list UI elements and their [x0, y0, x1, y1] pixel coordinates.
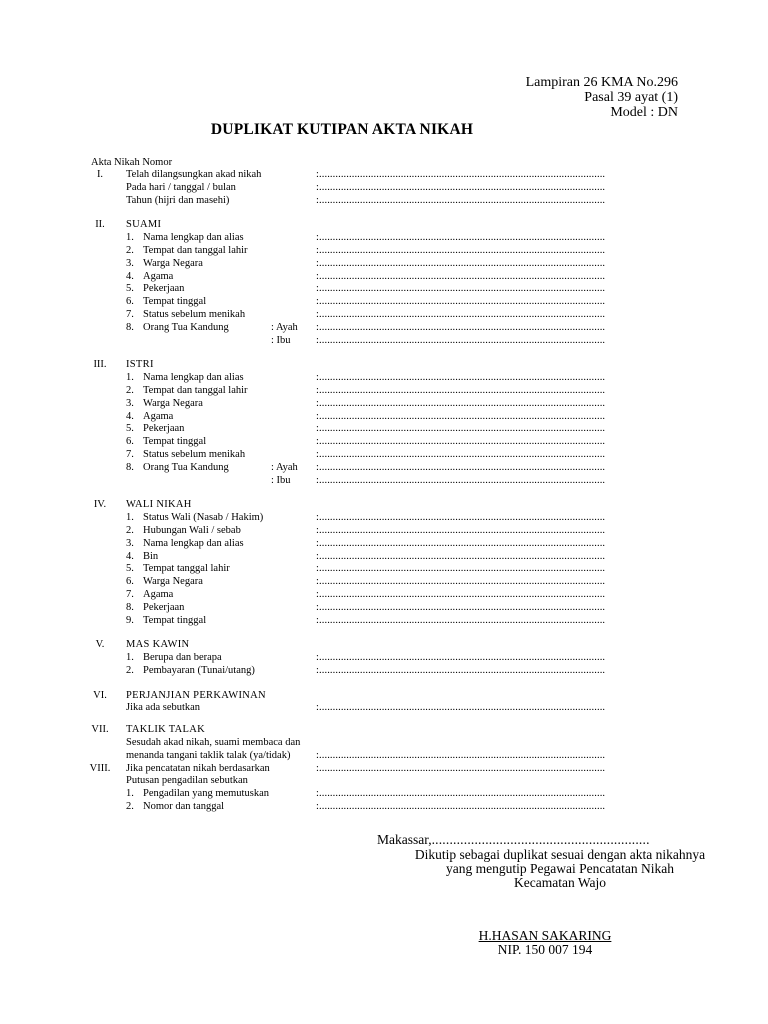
section-3-ibu-row	[0, 475, 768, 488]
list-item	[0, 449, 768, 462]
fill-line: :.........................................................................................................	[316, 563, 606, 575]
item-number: 2.	[126, 664, 134, 676]
list-item	[0, 602, 768, 615]
row-label: Jika pencatatan nikah berdasarkan	[126, 762, 270, 774]
item-number: 3.	[126, 537, 134, 549]
fill-line: :.........................................................................................................	[316, 788, 606, 800]
list-item	[0, 322, 768, 335]
list-item	[0, 665, 768, 678]
item-label: Pengadilan yang memutuskan	[143, 788, 269, 800]
item-label: Orang Tua Kandung	[143, 321, 229, 333]
section-1-row-3	[0, 195, 768, 208]
ibu-label: : Ibu	[271, 334, 291, 346]
fill-line: :.........................................................................................................	[316, 321, 606, 333]
fill-line: :.........................................................................................................	[316, 181, 606, 193]
item-label: Tempat tinggal	[143, 296, 207, 308]
section-1-row-1	[0, 169, 768, 182]
item-number: 1.	[126, 788, 134, 800]
item-number: 2.	[126, 384, 134, 396]
item-number: 1.	[126, 372, 134, 384]
item-label: Status sebelum menikah	[143, 308, 246, 320]
fill-line: :.........................................................................................................	[316, 537, 606, 549]
list-item	[0, 788, 768, 801]
item-number: 8.	[126, 321, 134, 333]
fill-line: :.........................................................................................................	[316, 588, 606, 600]
fill-line: :.........................................................................................................	[316, 244, 606, 256]
row-label: Tahun (hijri dan masehi)	[126, 194, 230, 206]
row-label: Telah dilangsungkan akad nikah	[126, 169, 262, 180]
list-item	[0, 576, 768, 589]
list-item	[0, 512, 768, 525]
item-number: 5.	[126, 283, 134, 295]
item-label: Bin	[143, 550, 159, 562]
footer-line-1: Dikutip sebagai duplikat sesuai dengan akta nikahnya	[414, 847, 706, 862]
list-item	[0, 309, 768, 322]
fill-line: :.........................................................................................................	[316, 762, 606, 774]
header-line-model: Model : DN	[610, 105, 678, 120]
list-item	[0, 589, 768, 602]
section-title: PERJANJIAN PERKAWINAN	[126, 689, 266, 701]
item-label: Tempat tinggal	[143, 436, 207, 448]
list-item	[0, 538, 768, 551]
list-item	[0, 245, 768, 258]
section-number: II.	[95, 219, 105, 231]
item-label: Tempat dan tanggal lahir	[143, 244, 248, 256]
place-date-line	[377, 832, 650, 848]
item-number: 2.	[126, 801, 134, 813]
section-title: SUAMI	[126, 219, 162, 231]
item-label: Pekerjaan	[143, 601, 185, 613]
item-number: 4.	[126, 410, 134, 422]
fill-line: :.........................................................................................................	[316, 601, 606, 613]
list-item	[0, 652, 768, 665]
list-item	[0, 385, 768, 398]
item-number: 3.	[126, 397, 134, 409]
fill-line: :.........................................................................................................	[316, 474, 606, 486]
fill-line: :.........................................................................................................	[316, 372, 606, 384]
item-number: 2.	[126, 244, 134, 256]
item-label: Tempat dan tanggal lahir	[143, 384, 248, 396]
row-label: menanda tangani taklik talak (ya/tidak)	[126, 749, 291, 761]
item-label: Berupa dan berapa	[143, 652, 222, 664]
list-item	[0, 232, 768, 245]
list-item	[0, 563, 768, 576]
item-number: 3.	[126, 257, 134, 269]
fill-line: :.........................................................................................................	[316, 664, 606, 676]
fill-line: :.........................................................................................................	[316, 257, 606, 269]
fill-line: :.........................................................................................................	[316, 550, 606, 562]
fill-line: :.........................................................................................................	[316, 270, 606, 282]
item-number: 8.	[126, 601, 134, 613]
item-number: 1.	[126, 512, 134, 524]
section-5-title-row	[0, 639, 768, 652]
item-label: Nomor dan tanggal	[143, 801, 225, 813]
list-item	[0, 525, 768, 538]
list-item	[0, 801, 768, 814]
akta-nikah-nomor-label: Akta Nikah Nomor	[91, 157, 173, 168]
item-label: Nama lengkap dan alias	[143, 537, 244, 549]
fill-line: :.........................................................................................................	[316, 334, 606, 346]
section-1-row-2	[0, 182, 768, 195]
section-8-row-1	[0, 763, 768, 776]
place-label: Makassar,	[377, 832, 432, 847]
item-label: Orang Tua Kandung	[143, 461, 229, 473]
section-number: IV.	[93, 499, 107, 511]
item-number: 1.	[126, 232, 134, 244]
section-2-ibu-row	[0, 335, 768, 348]
item-label: Agama	[143, 410, 174, 422]
fill-line: :.........................................................................................................	[316, 410, 606, 422]
item-label: Warga Negara	[143, 397, 203, 409]
list-item	[0, 423, 768, 436]
signer-nip: NIP. 150 007 194	[497, 942, 593, 957]
section-2-title-row	[0, 219, 768, 232]
list-item	[0, 271, 768, 284]
section-3-title-row	[0, 359, 768, 372]
section-6-title-row	[0, 690, 768, 703]
fill-line: :.........................................................................................................	[316, 436, 606, 448]
fill-line: :.........................................................................................................	[316, 749, 606, 761]
section-number: III.	[93, 359, 107, 371]
item-number: 6.	[126, 296, 134, 308]
fill-line: :.........................................................................................................	[316, 308, 606, 320]
fill-line: :.........................................................................................................	[316, 512, 606, 524]
item-number: 6.	[126, 436, 134, 448]
row-label: Sesudah akad nikah, suami membaca dan	[126, 737, 301, 749]
fill-line: :.........................................................................................................	[316, 652, 606, 664]
signer-name: H.HASAN SAKARING	[478, 928, 612, 943]
document-title: DUPLIKAT KUTIPAN AKTA NIKAH	[210, 121, 474, 138]
list-item	[0, 258, 768, 271]
item-label: Tempat tinggal	[143, 614, 207, 626]
fill-line: :.........................................................................................................	[316, 194, 606, 206]
item-label: Status sebelum menikah	[143, 448, 246, 460]
fill-line: :.........................................................................................................	[316, 169, 606, 180]
fill-line: :.........................................................................................................	[316, 524, 606, 536]
section-number: V.	[95, 639, 105, 651]
section-number: VII.	[91, 724, 109, 736]
item-label: Hubungan Wali / sebab	[143, 524, 241, 536]
item-number: 4.	[126, 270, 134, 282]
fill-line: :.........................................................................................................	[316, 801, 606, 813]
list-item	[0, 462, 768, 475]
item-number: 8.	[126, 461, 134, 473]
item-number: 7.	[126, 308, 134, 320]
item-label: Pekerjaan	[143, 283, 185, 295]
section-number: VIII.	[89, 762, 111, 774]
date-fill-line: .............................................................	[431, 832, 650, 847]
section-title: MAS KAWIN	[126, 639, 190, 651]
list-item	[0, 615, 768, 628]
item-number: 2.	[126, 524, 134, 536]
item-number: 4.	[126, 550, 134, 562]
ibu-label: : Ibu	[271, 474, 291, 486]
section-6-row	[0, 702, 768, 715]
ayah-label: : Ayah	[271, 461, 298, 473]
list-item	[0, 411, 768, 424]
fill-line: :.........................................................................................................	[316, 283, 606, 295]
item-label: Agama	[143, 588, 174, 600]
section-7-title-row	[0, 724, 768, 737]
fill-line: :.........................................................................................................	[316, 384, 606, 396]
list-item	[0, 283, 768, 296]
fill-line: :.........................................................................................................	[316, 448, 606, 460]
item-label: Pekerjaan	[143, 423, 185, 435]
item-number: 7.	[126, 588, 134, 600]
fill-line: :.........................................................................................................	[316, 232, 606, 244]
section-8-row-2	[0, 775, 768, 788]
section-title: ISTRI	[126, 359, 154, 371]
header-line-pasal: Pasal 39 ayat (1)	[584, 90, 678, 105]
list-item	[0, 296, 768, 309]
row-label: Pada hari / tanggal / bulan	[126, 181, 236, 193]
form-sections	[0, 169, 768, 814]
item-label: Warga Negara	[143, 576, 203, 588]
item-number: 5.	[126, 563, 134, 575]
section-7-row-1	[0, 737, 768, 750]
item-number: 5.	[126, 423, 134, 435]
fill-line: :.........................................................................................................	[316, 461, 606, 473]
item-number: 7.	[126, 448, 134, 460]
fill-line: :.........................................................................................................	[316, 296, 606, 308]
section-title: TAKLIK TALAK	[126, 724, 206, 736]
row-label: Jika ada sebutkan	[126, 702, 201, 714]
header-line-lampiran: Lampiran 26 KMA No.296	[525, 75, 678, 90]
list-item	[0, 372, 768, 385]
section-7-row-2	[0, 750, 768, 763]
header-reference	[526, 75, 678, 120]
item-number: 6.	[126, 576, 134, 588]
section-title: WALI NIKAH	[126, 499, 192, 511]
section-number: I.	[96, 169, 104, 180]
row-label: Putusan pengadilan sebutkan	[126, 775, 248, 787]
item-number: 1.	[126, 652, 134, 664]
footer-line-2: yang mengutip Pegawai Pencatatan Nikah	[446, 861, 674, 876]
footer-line-3: Kecamatan Wajo	[514, 875, 606, 890]
item-number: 9.	[126, 614, 134, 626]
item-label: Status Wali (Nasab / Hakim)	[143, 512, 264, 524]
item-label: Nama lengkap dan alias	[143, 372, 244, 384]
item-label: Warga Negara	[143, 257, 203, 269]
fill-line: :.........................................................................................................	[316, 397, 606, 409]
item-label: Pembayaran (Tunai/utang)	[143, 664, 255, 676]
fill-line: :.........................................................................................................	[316, 614, 606, 626]
item-label: Tempat tanggal lahir	[143, 563, 230, 575]
section-number: VI.	[93, 689, 107, 701]
ayah-label: : Ayah	[271, 321, 298, 333]
fill-line: :.........................................................................................................	[316, 702, 606, 714]
list-item	[0, 398, 768, 411]
list-item	[0, 551, 768, 564]
fill-line: :.........................................................................................................	[316, 576, 606, 588]
list-item	[0, 436, 768, 449]
item-label: Nama lengkap dan alias	[143, 232, 244, 244]
item-label: Agama	[143, 270, 174, 282]
fill-line: :.........................................................................................................	[316, 423, 606, 435]
section-4-title-row	[0, 499, 768, 512]
